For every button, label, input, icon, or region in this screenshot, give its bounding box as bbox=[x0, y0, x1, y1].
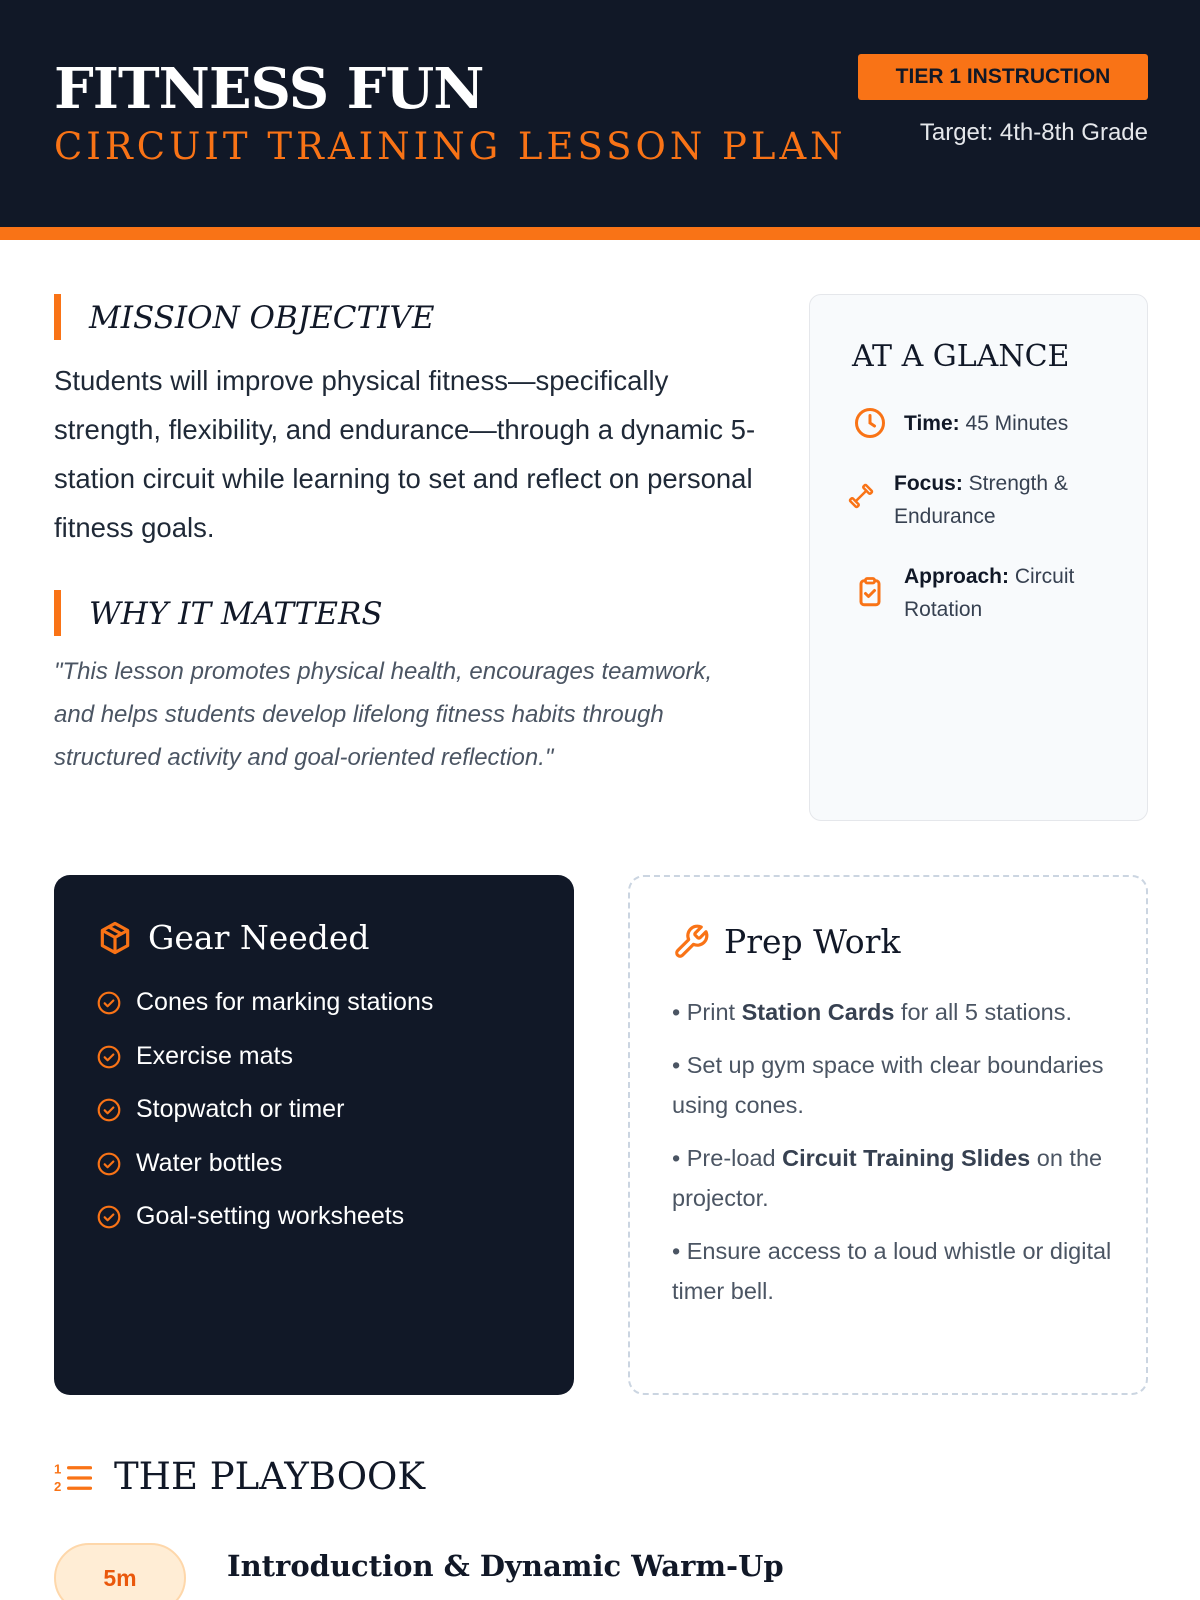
list-item: • Ensure access to a loud whistle or digital timer bell. bbox=[672, 1238, 1112, 1304]
box-icon bbox=[96, 919, 134, 957]
why-text: "This lesson promotes physical health, encourages teamwork, and helps students develop lifelong fitness habits through structured activity and goal-oriented reflection." bbox=[54, 658, 713, 771]
list-item bbox=[96, 1094, 433, 1148]
mission-heading: MISSION OBJECTIVE bbox=[54, 294, 434, 340]
prep-title: Prep Work bbox=[724, 922, 901, 961]
gear-item-label: Water bottles bbox=[136, 1148, 283, 1177]
clipboard-check-icon bbox=[852, 574, 888, 610]
playbook-title: THE PLAYBOOK bbox=[114, 1455, 426, 1498]
list-item: • Set up gym space with clear boundaries using cones. bbox=[672, 1052, 1104, 1118]
svg-text:1: 1 bbox=[54, 1461, 62, 1477]
glance-value: 45 Minutes bbox=[959, 412, 1069, 435]
gear-item-label: Exercise mats bbox=[136, 1041, 293, 1070]
glance-value: Circuit Rotation bbox=[904, 565, 1075, 621]
glance-item-approach bbox=[852, 560, 1122, 630]
prep-item-highlight: Station Cards bbox=[741, 999, 895, 1025]
prep-list bbox=[672, 992, 1112, 1324]
check-circle-icon bbox=[96, 1097, 122, 1123]
gear-item-label: Stopwatch or timer bbox=[136, 1095, 345, 1123]
why-heading: WHY IT MATTERS bbox=[54, 590, 383, 636]
check-circle-icon bbox=[96, 1044, 122, 1070]
glance-item-focus bbox=[852, 467, 1122, 537]
list-item bbox=[96, 1201, 433, 1255]
gear-title: Gear Needed bbox=[148, 918, 370, 957]
page-title: FITNESS FUN bbox=[54, 56, 484, 122]
at-a-glance-card bbox=[809, 294, 1148, 821]
gear-needed-card bbox=[54, 875, 574, 1395]
svg-text:2: 2 bbox=[54, 1479, 62, 1495]
glance-label: Time: bbox=[904, 412, 960, 435]
glance-label: Focus: bbox=[894, 472, 963, 495]
target-grade: Target: 4th-8th Grade bbox=[919, 119, 1148, 146]
glance-title: AT A GLANCE bbox=[852, 339, 1070, 374]
prep-work-card bbox=[628, 875, 1148, 1395]
wrench-icon bbox=[672, 923, 710, 961]
gear-item-label: Cones for marking stations bbox=[136, 988, 434, 1016]
gear-item-label: Goal-setting worksheets bbox=[136, 1202, 405, 1230]
list-item bbox=[96, 987, 433, 1041]
mission-text: Students will improve physical fitness—specifically strength, flexibility, and endurance—through a dynamic 5-station circuit while learning to set and reflect on personal fitness goals. bbox=[54, 365, 756, 543]
list-item bbox=[96, 1148, 433, 1202]
step-time-badge: 5m bbox=[54, 1543, 186, 1600]
clock-icon bbox=[852, 405, 888, 441]
check-circle-icon bbox=[96, 990, 122, 1016]
glance-label: Approach: bbox=[904, 565, 1009, 588]
dumbbell-icon bbox=[846, 481, 876, 511]
check-circle-icon bbox=[96, 1151, 122, 1177]
glance-value: Strength & Endurance bbox=[894, 472, 1068, 528]
glance-item-time bbox=[852, 407, 1122, 447]
header-accent-bar bbox=[0, 227, 1200, 240]
tier-badge: TIER 1 INSTRUCTION bbox=[858, 54, 1148, 100]
check-circle-icon bbox=[96, 1204, 122, 1230]
gear-list bbox=[96, 987, 433, 1255]
prep-item-highlight: Circuit Training Slides bbox=[782, 1145, 1031, 1171]
list-item: • Print Station Cards for all 5 stations. bbox=[672, 999, 1073, 1025]
step-title: Introduction & Dynamic Warm-Up bbox=[227, 1549, 784, 1583]
list-item: • Pre-load Circuit Training Slides on the projector. bbox=[672, 1145, 1103, 1211]
page-header bbox=[0, 0, 1200, 227]
list-item bbox=[96, 1041, 433, 1095]
page-subtitle: CIRCUIT TRAINING LESSON PLAN bbox=[54, 125, 847, 168]
numbered-list-icon bbox=[54, 1460, 92, 1496]
